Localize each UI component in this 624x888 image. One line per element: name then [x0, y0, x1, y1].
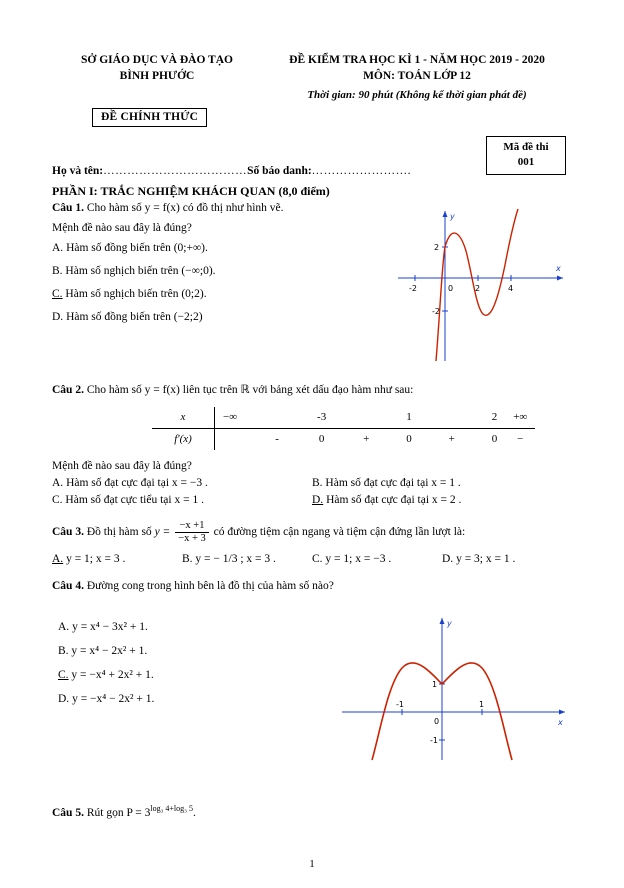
option-key: A.	[52, 477, 64, 489]
question-5: Câu 5. Rút gọn $P = 3^{log_3 4+log_3 5}$.	[52, 804, 196, 819]
option-text: y = 1; x = 3 .	[66, 553, 126, 565]
question-2-option-d[interactable]	[312, 492, 572, 509]
question-5-exponent: log₃ 4+log₃ 5	[150, 804, 193, 813]
question-3-fraction	[175, 520, 209, 545]
sign-val: 0	[491, 433, 498, 445]
sign-table-x-val: 1	[398, 407, 420, 429]
sign-val: +	[363, 433, 370, 445]
question-4-option-d[interactable]	[58, 687, 288, 711]
option-key: B.	[52, 265, 63, 277]
option-key: C.	[52, 494, 63, 506]
question-3-option-b[interactable]	[182, 551, 312, 568]
question-3	[52, 520, 572, 568]
sign-val: +	[448, 433, 455, 445]
sign-table-x-val: +∞	[505, 407, 535, 429]
id-dots[interactable]: …………………….	[311, 165, 412, 177]
question-2-sign-table	[152, 407, 535, 450]
option-key: A.	[58, 621, 70, 633]
option-text: y = x⁴ − 3x² + 1.	[72, 621, 148, 633]
sign-table-x-val: −∞	[215, 407, 246, 429]
question-4-stem: Câu 4. Đường cong trong hình bên là đồ thị của hàm số nào?	[52, 580, 334, 592]
question-4-options	[58, 615, 288, 711]
question-2-stem: Câu 2. Cho hàm số y = f(x) liên tục trên ℝ với bảng xét dấu đạo hàm như sau:	[52, 384, 414, 396]
question-1-option-b[interactable]	[52, 263, 382, 280]
option-key-selected: C.	[58, 669, 69, 681]
question-4-option-c[interactable]	[58, 663, 288, 687]
svg-text:0: 0	[448, 284, 454, 293]
option-key-selected: A.	[52, 553, 64, 565]
question-2	[52, 382, 572, 509]
candidate-info-line	[52, 165, 472, 177]
question-1-option-d[interactable]	[52, 309, 382, 326]
question-4-option-a[interactable]	[58, 615, 288, 639]
question-5-text-after: .	[192, 806, 196, 819]
document-header	[52, 52, 572, 103]
option-text: Hàm số đồng biến trên (0;+∞).	[66, 242, 208, 254]
option-key: C.	[312, 553, 323, 565]
question-3-option-a[interactable]	[52, 551, 182, 568]
cubic-graph-svg	[388, 203, 573, 368]
sign-val: −	[517, 433, 524, 445]
question-1-option-a[interactable]	[52, 240, 382, 257]
quartic-graph-svg	[330, 612, 575, 767]
svg-text:-2: -2	[409, 284, 417, 293]
question-1-prompt: Mệnh đề nào sau đây là đúng?	[52, 222, 192, 234]
question-1	[52, 200, 382, 332]
name-label: Họ và tên:	[52, 165, 104, 177]
sign-val: 0	[318, 433, 325, 445]
sign-table-deriv: f'(x)	[152, 429, 215, 451]
id-label: Số báo danh:	[247, 165, 312, 177]
table-row	[152, 407, 535, 429]
svg-text:-1: -1	[396, 700, 404, 709]
sign-table-x-val: 2	[484, 407, 506, 429]
exam-code-box	[486, 136, 566, 175]
option-text: Hàm số đạt cực tiểu tại x = 1 .	[65, 494, 204, 506]
sign-table-x-val: -3	[309, 407, 334, 429]
question-4-option-b[interactable]	[58, 639, 288, 663]
option-text: Hàm số nghịch biến trên (−∞;0).	[65, 265, 216, 277]
svg-text:4: 4	[508, 284, 514, 293]
option-text: y = x⁴ − 2x² + 1.	[71, 645, 148, 657]
question-2-option-c[interactable]	[52, 492, 312, 509]
sign-val: 0	[406, 433, 412, 445]
school-department	[52, 52, 262, 84]
svg-text:2: 2	[475, 284, 481, 293]
svg-text:-2: -2	[432, 307, 440, 316]
exam-duration: Thời gian: 90 phút (Không kể thời gian phát đề)	[307, 89, 527, 101]
svg-text:2: 2	[434, 243, 440, 252]
svg-text:x: x	[556, 264, 561, 273]
sign-val: -	[275, 433, 279, 445]
name-dots[interactable]: ………………………………	[103, 165, 248, 177]
option-key: D.	[442, 553, 454, 565]
question-2-option-b[interactable]	[312, 475, 572, 492]
option-key-selected: D.	[312, 494, 324, 506]
question-5-text: Rút gọn P = 3	[86, 806, 151, 819]
option-key: D.	[52, 311, 64, 323]
exam-title-line-1: ĐỀ KIỂM TRA HỌC KÌ 1 - NĂM HỌC 2019 - 2020	[289, 54, 545, 66]
official-exam-badge: ĐỀ CHÍNH THỨC	[92, 108, 207, 127]
question-3-option-d[interactable]	[442, 551, 572, 568]
svg-text:0: 0	[434, 717, 440, 726]
question-2-prompt: Mệnh đề nào sau đây là đúng?	[52, 460, 192, 472]
option-text: y = 1; x = −3 .	[325, 553, 392, 565]
option-key: A.	[52, 242, 64, 254]
question-2-option-a[interactable]	[52, 475, 312, 492]
option-key: B.	[58, 645, 69, 657]
svg-text:-1: -1	[430, 736, 438, 745]
table-row	[152, 429, 535, 451]
svg-text:y: y	[450, 212, 455, 221]
exam-title-line-2: MÔN: TOÁN LỚP 12	[363, 70, 471, 82]
part-title: PHẦN I: TRẮC NGHIỆM KHÁCH QUAN (8,0 điểm)	[52, 184, 330, 198]
svg-text:y: y	[447, 619, 452, 628]
option-key: B.	[312, 477, 323, 489]
question-1-graph	[388, 203, 573, 368]
option-text: y = 3; x = 1 .	[456, 553, 516, 565]
option-text: Hàm số đạt cực đại tại x = −3 .	[66, 477, 208, 489]
exam-code-label: Mã đề thi	[503, 141, 549, 153]
sign-table-var: x	[152, 407, 215, 429]
exam-title	[262, 52, 572, 103]
question-4-graph	[330, 612, 575, 767]
exam-code-value: 001	[517, 156, 535, 168]
question-3-option-c[interactable]	[312, 551, 442, 568]
option-text: y = −x⁴ + 2x² + 1.	[71, 669, 154, 681]
option-text: Hàm số đồng biến trên (−2;2)	[66, 311, 203, 323]
option-text: Hàm số nghịch biến trên (0;2).	[65, 288, 207, 300]
option-key: D.	[58, 693, 70, 705]
svg-text:1: 1	[432, 680, 438, 689]
fraction-numerator: −x +1	[175, 520, 209, 533]
option-text: y = −x⁴ − 2x² + 1.	[72, 693, 155, 705]
option-key: B.	[182, 553, 193, 565]
question-1-stem: Câu 1. Cho hàm số y = f(x) có đồ thị như hình vẽ.	[52, 202, 284, 214]
question-3-stem: Câu 3. Đồ thị hàm số y = $\frac{-x +1}{-x + 3}$ có đường tiệm cận ngang và tiệm cận đứng lần lượt là:	[52, 520, 466, 544]
page-number: 1	[309, 858, 315, 870]
svg-text:x: x	[558, 718, 563, 727]
department-line-1: SỞ GIÁO DỤC VÀ ĐÀO TẠO	[81, 54, 233, 66]
svg-text:1: 1	[479, 700, 485, 709]
option-text: Hàm số đạt cực đại tại x = 2 .	[326, 494, 462, 506]
option-key-selected: C.	[52, 288, 63, 300]
option-text: y = − 1/3 ; x = 3 .	[195, 553, 276, 565]
department-line-2: BÌNH PHƯỚC	[119, 70, 195, 82]
fraction-denominator: −x + 3	[178, 533, 206, 544]
question-1-option-c[interactable]	[52, 286, 382, 303]
question-4	[52, 578, 572, 595]
option-text: Hàm số đạt cực đại tại x = 1 .	[325, 477, 461, 489]
